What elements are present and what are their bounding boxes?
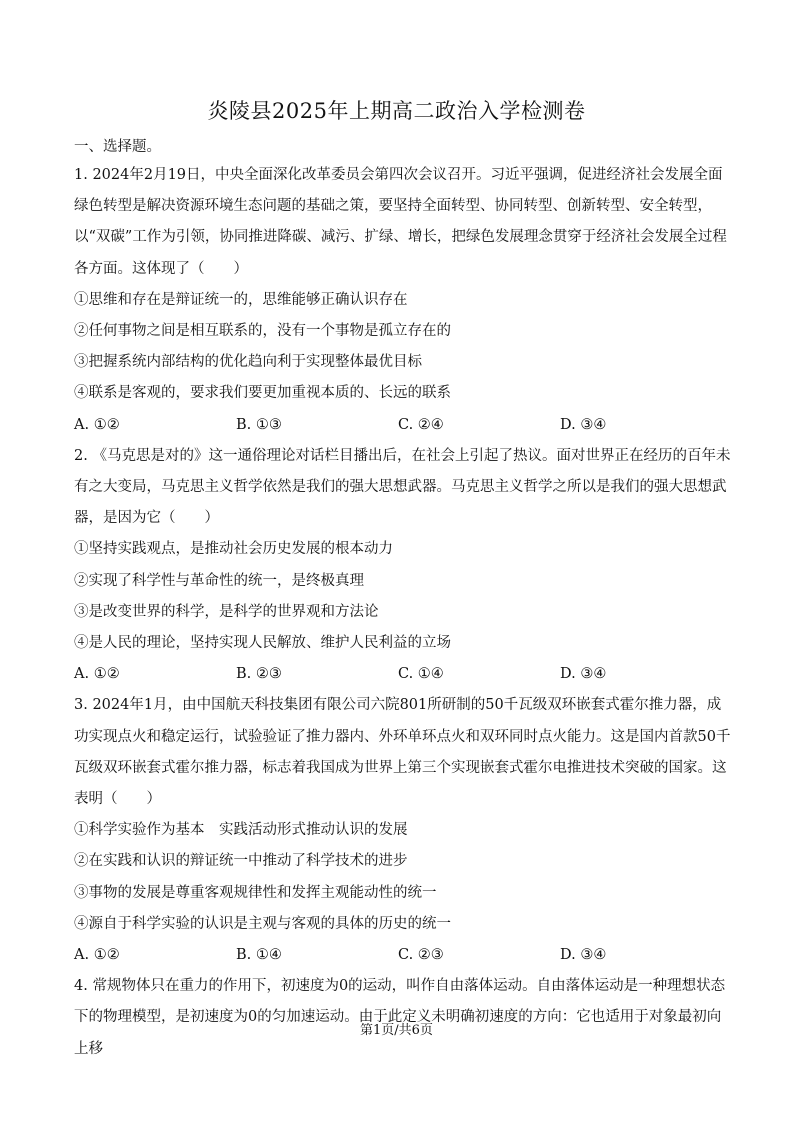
option-item: ②实现了科学性与革命性的统一，是终极真理 [74,572,364,589]
choice-d: D. ③④ [560,416,607,433]
option-item: ②任何事物之间是相互联系的，没有一个事物是孤立存在的 [74,323,451,340]
option-item: ①思维和存在是辩证统一的，思维能够正确认识存在 [74,291,408,308]
choice-b: B. ①③ [236,416,282,433]
option-item: ①坚持实践观点，是推动社会历史发展的根本动力 [74,541,393,558]
choice-d: D. ③④ [560,947,607,964]
question-list [74,160,734,1065]
answer-choices [74,410,734,441]
option-item: ③是改变世界的科学，是科学的世界观和方法论 [74,603,379,620]
question-2 [74,441,734,691]
choice-c: C. ②④ [398,416,444,433]
answer-choices [74,659,734,690]
answer-choices [74,940,734,971]
page-footer: 第1页/共6页 [360,1023,433,1038]
question-stem: 3. 2024年1月，由中国航天科技集团有限公司六院801所研制的50千瓦级双环嵌套式霍尔推力器，成功实现点火和稳定运行，试验验证了推力器内、外环单环点火和双环同时点火能力。这是国内首款50千瓦级双环嵌套式霍尔推力器，标志着我国成为世界上第三个实现嵌套式霍尔电推进技术突破的国家。这表明（ ） [74,697,731,808]
option-item: ④是人民的理论，坚持实现人民解放、维护人民利益的立场 [74,635,451,652]
section-heading: 一、选择题。 [74,139,161,155]
option-item: ③把握系统内部结构的优化趋向利于实现整体最优目标 [74,354,422,371]
option-item: ④源自于科学实验的认识是主观与客观的具体的历史的统一 [74,915,451,932]
option-item: ①科学实验作为基本 实践活动形式推动认识的发展 [74,822,408,839]
choice-a: A. ①② [74,666,120,683]
question-stem: 2. 《马克思是对的》这一通俗理论对话栏目播出后，在社会上引起了热议。面对世界正在经历的百年未有之大变局，马克思主义哲学依然是我们的强大思想武器。马克思主义哲学之所以是我们的强大思想武器，是因为它（ ） [74,447,731,527]
question-stem: 4. 常规物体只在重力的作用下，初速度为0的运动，叫作自由落体运动。自由落体运动是一种理想状态下的物理模型，是初速度为0的匀加速运动。由于此定义未明确初速度的方向：它也适用于对象最初向上移 [74,978,726,1057]
choice-a: A. ①② [74,416,120,433]
choice-a: A. ①② [74,947,120,964]
page-title: 炎陵县2025年上期高二政治入学检测卷 [207,99,586,123]
question-1 [74,160,734,441]
choice-d: D. ③④ [560,666,607,683]
choice-c: C. ②③ [398,947,444,964]
choice-c: C. ①④ [398,666,444,683]
option-item: ④联系是客观的，要求我们要更加重视本质的、长远的联系 [74,385,451,402]
option-item: ③事物的发展是尊重客观规律性和发挥主观能动性的统一 [74,884,437,901]
option-item: ②在实践和认识的辩证统一中推动了科学技术的进步 [74,853,408,870]
choice-b: B. ①④ [236,947,282,964]
choice-b: B. ②③ [236,666,282,683]
question-3 [74,690,734,971]
question-stem: 1. 2024年2月19日，中央全面深化改革委员会第四次会议召开。习近平强调，促进经济社会发展全面绿色转型是解决资源环境生态问题的基础之策，要坚持全面转型、协同转型、创新转型、安全转型，以“双碳”工作为引领，协同推进降碳、减污、扩绿、增长，把绿色发展理念贯穿于经济社会发展全过程各方面。这体现了（ ） [74,167,727,277]
